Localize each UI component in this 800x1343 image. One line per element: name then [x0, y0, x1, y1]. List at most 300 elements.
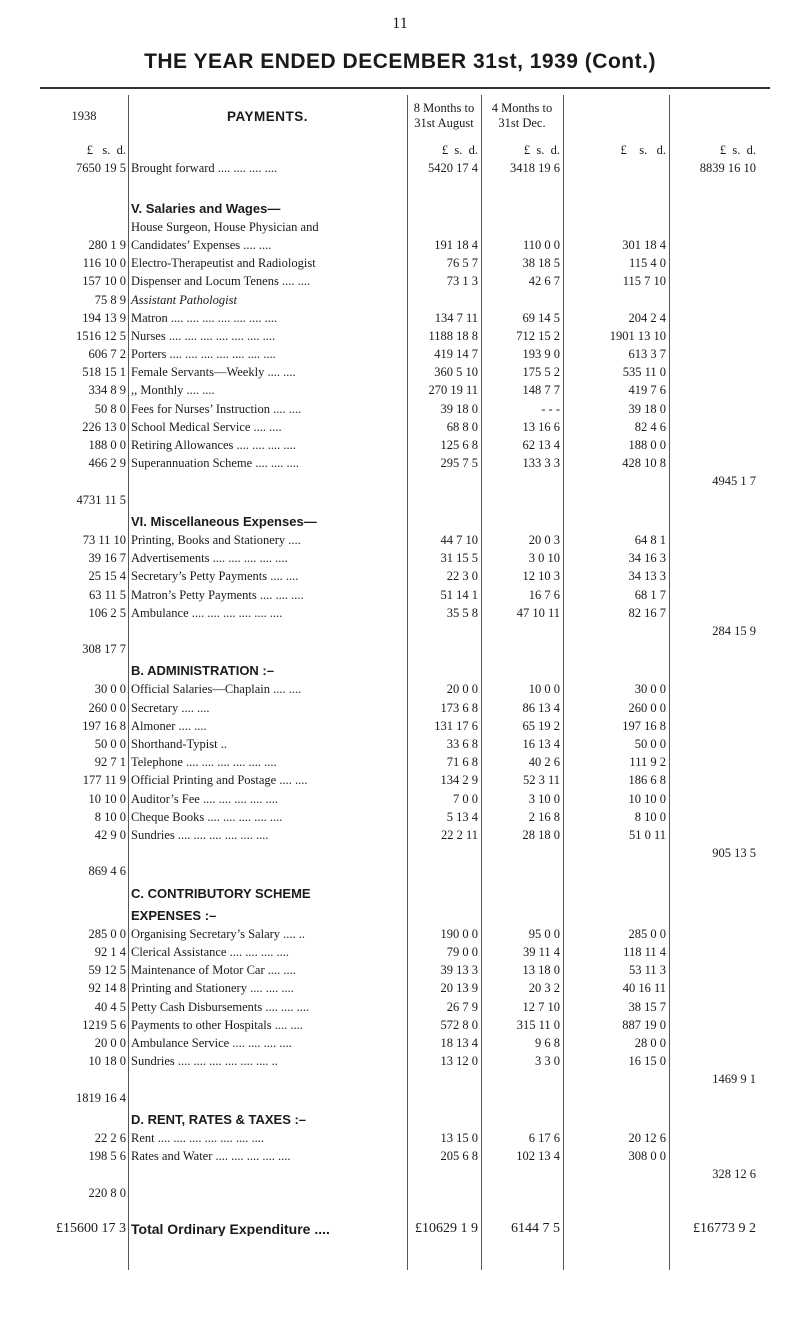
- combined-amount: 28 0 0: [634, 1036, 666, 1050]
- payment-description: [128, 620, 407, 638]
- units-8m: £ s. d.: [441, 143, 478, 157]
- prior-year-amount: 106 2 5: [88, 605, 126, 620]
- four-months-amount: 13 16 6: [522, 419, 560, 434]
- eight-months-amount: 13 12 0: [440, 1054, 478, 1069]
- combined-amount: 197 16 8: [622, 718, 666, 733]
- section-total-amount: [669, 361, 759, 379]
- ledger-row: [40, 787, 759, 805]
- four-months-amount: - - -: [541, 401, 560, 416]
- combined-amount: [563, 157, 669, 175]
- ledger-row: [40, 842, 759, 860]
- ledger-row: [40, 307, 759, 325]
- section-total-amount: [669, 901, 759, 923]
- section-total-amount: [669, 824, 759, 842]
- eight-months-amount: 44 7 10: [440, 532, 478, 547]
- combined-amount: 285 0 0: [628, 926, 666, 941]
- payment-description: Electro-Therapeutist and Radiologist: [131, 256, 316, 271]
- section-total-amount: 905 13 5: [712, 846, 756, 861]
- four-months-amount: 9 6 8: [535, 1036, 560, 1050]
- ledger-row: [40, 325, 759, 343]
- ledger-row: [40, 361, 759, 379]
- ledger-row: [40, 769, 759, 787]
- section-heading-row: [40, 1105, 759, 1127]
- eight-months-amount: 13 15 0: [440, 1130, 478, 1145]
- payment-description: Payments to other Hospitals .... ....: [131, 1017, 303, 1032]
- payment-description: [128, 1163, 407, 1181]
- four-months-amount: [481, 1181, 563, 1199]
- combined-amount: 115 7 10: [622, 274, 666, 289]
- eight-months-amount: 134 7 11: [434, 310, 478, 325]
- four-months-amount: 69 14 5: [522, 310, 560, 325]
- payment-description: Maintenance of Motor Car .... ....: [131, 963, 296, 978]
- four-months-amount: 13 18 0: [522, 963, 560, 978]
- four-months-amount: [481, 216, 563, 234]
- eight-months-amount: [407, 1105, 481, 1127]
- ledger-row: [40, 397, 759, 415]
- ledger-row: [40, 488, 759, 506]
- eight-months-amount: [407, 470, 481, 488]
- payment-description: Rates and Water .... .... .... .... ....: [131, 1149, 291, 1164]
- section-total-amount: [669, 379, 759, 397]
- payment-description: Assistant Pathologist: [131, 292, 237, 307]
- eight-months-amount: 35 5 8: [446, 605, 478, 620]
- section-total-amount: [669, 1105, 759, 1127]
- combined-amount: [563, 507, 669, 529]
- combined-amount: 10 10 0: [628, 791, 666, 806]
- section-total-amount: [669, 715, 759, 733]
- eight-months-amount: 270 19 11: [428, 383, 478, 398]
- four-months-amount: [481, 288, 563, 306]
- section-total-amount: [669, 452, 759, 470]
- ledger-row: [40, 175, 759, 193]
- four-months-amount: 712 15 2: [516, 328, 560, 343]
- payment-description: Superannuation Scheme .... .... ....: [131, 456, 300, 471]
- combined-amount: [563, 842, 669, 860]
- ledger-row: [40, 1086, 759, 1104]
- ledger-row: [40, 288, 759, 306]
- prior-year-amount: [40, 175, 128, 193]
- title-rule: [40, 87, 770, 89]
- prior-year-amount: 116 10 0: [82, 256, 126, 271]
- payment-description: Nurses .... .... .... .... .... .... ....: [131, 328, 276, 343]
- eight-months-amount: [407, 193, 481, 215]
- prior-year-amount: 197 16 8: [82, 718, 126, 733]
- eight-months-amount: [407, 488, 481, 506]
- four-months-amount: 133 3 3: [522, 456, 560, 471]
- eight-months-amount: [407, 842, 481, 860]
- prior-year-amount: 198 5 6: [88, 1149, 126, 1164]
- four-months-amount: [481, 901, 563, 923]
- section-total-amount: [669, 878, 759, 900]
- prior-year-amount: 334 8 9: [88, 383, 126, 398]
- payment-description: Female Servants—Weekly .... ....: [131, 365, 296, 380]
- eight-months-amount: [407, 878, 481, 900]
- prior-year-amount: [40, 507, 128, 529]
- four-months-amount: 16 7 6: [528, 587, 560, 602]
- four-months-amount: 3 10 0: [528, 791, 560, 806]
- ledger-row: [40, 1032, 759, 1050]
- ledger-row: [40, 157, 759, 175]
- ledger-row: [40, 941, 759, 959]
- section-total-amount: [669, 806, 759, 824]
- eight-months-amount: 68 8 0: [446, 419, 478, 434]
- eight-months-amount: 173 6 8: [440, 700, 478, 715]
- four-months-amount: 95 0 0: [528, 926, 560, 941]
- section-total-amount: [669, 1181, 759, 1199]
- eight-months-amount: 22 3 0: [446, 569, 478, 584]
- eight-months-amount: 5420 17 4: [428, 161, 478, 176]
- payment-description: School Medical Service .... ....: [131, 419, 282, 434]
- four-months-amount: 20 3 2: [528, 981, 560, 996]
- eight-months-amount: [407, 620, 481, 638]
- four-months-amount: 102 13 4: [516, 1149, 560, 1164]
- combined-amount: [563, 638, 669, 656]
- payment-description: Sundries .... .... .... .... .... ....: [131, 827, 269, 842]
- payment-description: Fees for Nurses’ Instruction .... ....: [131, 401, 302, 416]
- prior-year-amount: 194 13 9: [82, 310, 126, 325]
- section-total-amount: 4945 1 7: [712, 474, 756, 489]
- combined-amount: [563, 1200, 669, 1218]
- four-months-amount: [481, 470, 563, 488]
- prior-year-amount: [40, 842, 128, 860]
- section-total-amount: [669, 288, 759, 306]
- section-heading-row: [40, 193, 759, 215]
- prior-year-amount: 260 0 0: [88, 700, 126, 715]
- section-total-amount: [669, 1200, 759, 1218]
- ledger-row: [40, 452, 759, 470]
- prior-year-amount: [40, 1163, 128, 1181]
- prior-year-amount: 10 18 0: [88, 1054, 126, 1069]
- payment-description: Ambulance Service .... .... .... ....: [131, 1036, 292, 1050]
- combined-amount: 204 2 4: [628, 310, 666, 325]
- combined-amount: [563, 288, 669, 306]
- eight-months-amount: 20 0 0: [446, 682, 478, 697]
- eight-months-amount: 33 6 8: [446, 737, 478, 751]
- section-total-amount: [669, 270, 759, 288]
- ledger-row: [40, 1200, 759, 1218]
- payment-description: House Surgeon, House Physician and: [131, 219, 319, 234]
- eight-months-amount: [407, 175, 481, 193]
- prior-year-amount: 280 1 9: [88, 237, 126, 252]
- eight-months-amount: 71 6 8: [446, 755, 478, 770]
- four-months-amount: 40 2 6: [528, 755, 560, 770]
- combined-amount: 34 13 3: [628, 569, 666, 584]
- prior-year-amount: [40, 901, 128, 923]
- ledger-row: [40, 343, 759, 361]
- payment-description: Auditor’s Fee .... .... .... .... ....: [131, 791, 278, 806]
- payments-heading: PAYMENTS.: [226, 108, 309, 124]
- four-months-amount: 3 3 0: [535, 1054, 560, 1069]
- section-total-amount: [669, 1127, 759, 1145]
- prior-year-amount: 869 4 6: [88, 864, 126, 879]
- four-months-amount: 6144 7 5: [511, 1220, 560, 1236]
- eight-months-amount: 1188 18 8: [428, 328, 478, 343]
- section-total-amount: [669, 307, 759, 325]
- prior-year-amount: 220 8 0: [88, 1185, 126, 1200]
- ledger-row: [40, 995, 759, 1013]
- prior-year-amount: 75 8 9: [94, 292, 126, 307]
- eight-months-amount: [407, 216, 481, 234]
- section-total-amount: [669, 733, 759, 751]
- prior-year-amount: 10 10 0: [88, 791, 126, 806]
- section-total-amount: [669, 1050, 759, 1068]
- eight-months-amount: [407, 1200, 481, 1218]
- section-total-amount: [669, 1014, 759, 1032]
- combined-amount: 39 18 0: [628, 401, 666, 416]
- page-number: 11: [392, 15, 408, 32]
- four-months-amount: 20 0 3: [528, 532, 560, 547]
- eight-months-amount: 7 0 0: [453, 791, 478, 806]
- prior-year-amount: [40, 216, 128, 234]
- combined-amount: 50 0 0: [634, 737, 666, 751]
- four-months-amount: 42 6 7: [528, 274, 560, 289]
- payment-description: Cheque Books .... .... .... .... ....: [131, 809, 283, 824]
- ledger-row: [40, 824, 759, 842]
- ledger-row: [40, 977, 759, 995]
- section-total-amount: [669, 507, 759, 529]
- eight-months-amount: 39 13 3: [440, 963, 478, 978]
- units-1938: £ s. d.: [86, 143, 126, 157]
- ledger-row: [40, 434, 759, 452]
- ledger-row: [40, 696, 759, 714]
- payment-description: Sundries .... .... .... .... .... .... ..: [131, 1054, 278, 1069]
- combined-amount: [563, 488, 669, 506]
- eight-months-amount: 26 7 9: [446, 999, 478, 1014]
- ledger-row: [40, 1014, 759, 1032]
- four-months-amount: [481, 507, 563, 529]
- eight-months-amount: 131 17 6: [434, 718, 478, 733]
- section-total-amount: [669, 175, 759, 193]
- ledger-row: [40, 959, 759, 977]
- payment-description: Ambulance .... .... .... .... .... ....: [131, 605, 283, 620]
- four-months-amount: 86 13 4: [522, 700, 560, 715]
- prior-year-amount: 59 12 5: [88, 963, 126, 978]
- eight-months-amount: 31 15 5: [440, 551, 478, 566]
- payment-description: Matron .... .... .... .... .... .... ....: [131, 310, 278, 325]
- combined-amount: 38 15 7: [628, 999, 666, 1014]
- prior-year-amount: 606 7 2: [88, 347, 126, 362]
- ledger-row: [40, 1050, 759, 1068]
- payment-description: [128, 1086, 407, 1104]
- payment-description: [128, 860, 407, 878]
- eight-months-amount: 76 5 7: [446, 256, 478, 271]
- payment-description: EXPENSES :–: [131, 907, 217, 923]
- prior-year-amount: 92 1 4: [94, 945, 126, 960]
- payment-description: [128, 1200, 407, 1218]
- section-total-amount: [669, 787, 759, 805]
- ledger-row: [40, 602, 759, 620]
- four-months-amount: 38 18 5: [522, 256, 560, 271]
- payment-description: Retiring Allowances .... .... .... ....: [131, 438, 296, 452]
- payment-description: Printing, Books and Stationery ....: [131, 532, 301, 547]
- payment-description: Shorthand-Typist ..: [131, 737, 227, 751]
- four-months-amount: 39 11 4: [522, 945, 560, 960]
- ledger-row: [40, 1163, 759, 1181]
- section-total-amount: [669, 751, 759, 769]
- prior-year-amount: [40, 1200, 128, 1218]
- prior-year-amount: 50 8 0: [94, 401, 126, 416]
- ledger-row: [40, 1068, 759, 1086]
- section-total-amount: [669, 216, 759, 234]
- combined-amount: 1901 13 10: [609, 328, 666, 343]
- eight-months-amount: [407, 507, 481, 529]
- combined-amount: 8 10 0: [634, 809, 666, 824]
- ledger-row: [40, 379, 759, 397]
- prior-year-amount: 50 0 0: [94, 737, 126, 751]
- four-months-amount: 10 0 0: [528, 682, 560, 697]
- prior-year-amount: [40, 1105, 128, 1127]
- prior-year-amount: 92 7 1: [94, 755, 126, 770]
- prior-year-amount: 40 4 5: [94, 999, 126, 1014]
- units-combined: £ s. d.: [620, 143, 666, 157]
- payment-description: [128, 842, 407, 860]
- combined-amount: 111 9 2: [629, 755, 666, 770]
- section-total-amount: 328 12 6: [712, 1167, 756, 1182]
- combined-amount: [563, 620, 669, 638]
- payment-description: Matron’s Petty Payments .... .... ....: [131, 587, 304, 602]
- eight-months-amount: 191 18 4: [434, 237, 478, 252]
- eight-months-amount: 205 6 8: [440, 1149, 478, 1164]
- combined-amount: 301 18 4: [622, 237, 666, 252]
- payment-description: Rent .... .... .... .... .... .... ....: [131, 1130, 264, 1145]
- payment-description: [128, 470, 407, 488]
- combined-amount: 82 16 7: [628, 605, 666, 620]
- combined-amount: 535 11 0: [622, 365, 666, 380]
- four-months-amount: 52 3 11: [522, 773, 560, 788]
- payment-description: Secretary .... ....: [131, 700, 210, 715]
- prior-year-amount: 8 10 0: [94, 809, 126, 824]
- combined-amount: [563, 470, 669, 488]
- section-heading-row: [40, 656, 759, 678]
- combined-amount: 40 16 11: [622, 981, 666, 996]
- combined-amount: [563, 878, 669, 900]
- section-heading-row: [40, 901, 759, 923]
- four-months-amount: 47 10 11: [516, 605, 560, 620]
- combined-amount: 118 11 4: [623, 945, 666, 960]
- section-total-amount: 1469 9 1: [712, 1072, 756, 1087]
- four-months-amount: 148 7 7: [522, 383, 560, 398]
- eight-months-amount: [407, 638, 481, 656]
- prior-year-amount: [40, 878, 128, 900]
- section-total-amount: [669, 343, 759, 361]
- prior-year-amount: 73 11 10: [82, 532, 126, 547]
- page-title: THE YEAR ENDED DECEMBER 31st, 1939 (Cont.): [144, 50, 656, 73]
- section-total-amount: [669, 529, 759, 547]
- four-months-amount: [481, 488, 563, 506]
- units-row: [40, 137, 759, 157]
- eight-months-amount: 39 18 0: [440, 401, 478, 416]
- prior-year-amount: 92 14 8: [88, 981, 126, 996]
- payment-description: [128, 488, 407, 506]
- combined-amount: 308 0 0: [628, 1149, 666, 1164]
- prior-year-amount: 177 11 9: [82, 773, 126, 788]
- combined-amount: 115 4 0: [628, 256, 666, 271]
- combined-amount: 30 0 0: [634, 682, 666, 697]
- combined-amount: 34 16 3: [628, 551, 666, 566]
- payment-description: [128, 1068, 407, 1086]
- combined-amount: 186 6 8: [628, 773, 666, 788]
- section-total-amount: [669, 547, 759, 565]
- eight-months-amount: [407, 1163, 481, 1181]
- ledger-row: [40, 234, 759, 252]
- payments-ledger: [40, 95, 759, 1236]
- section-total-amount: [669, 397, 759, 415]
- four-months-amount: [481, 860, 563, 878]
- combined-amount: 887 19 0: [622, 1017, 666, 1032]
- combined-amount: [563, 193, 669, 215]
- section-total-amount: £16773 9 2: [693, 1220, 756, 1236]
- ledger-row: [40, 620, 759, 638]
- four-months-amount: [481, 175, 563, 193]
- section-heading-row: [40, 507, 759, 529]
- eight-months-amount: [407, 860, 481, 878]
- combined-amount: 188 0 0: [628, 438, 666, 452]
- section-heading-row: [40, 878, 759, 900]
- prior-year-amount: [40, 620, 128, 638]
- prior-year-amount: 39 16 7: [88, 551, 126, 566]
- payment-description: Advertisements .... .... .... .... ....: [131, 551, 288, 566]
- section-total-amount: [669, 923, 759, 941]
- eight-months-amount: [407, 1086, 481, 1104]
- payment-description: Candidates’ Expenses .... ....: [131, 237, 272, 252]
- section-total-amount: [669, 1145, 759, 1163]
- four-months-amount: [481, 1163, 563, 1181]
- payment-description: Telephone .... .... .... .... .... ....: [131, 755, 277, 770]
- payment-description: Petty Cash Disbursements .... .... ....: [131, 999, 310, 1014]
- payment-description: V. Salaries and Wages—: [131, 200, 281, 216]
- four-months-amount: 28 18 0: [522, 827, 560, 842]
- eight-months-amount: [407, 1068, 481, 1086]
- four-months-amount: 62 13 4: [522, 438, 560, 452]
- eight-months-amount: 22 2 11: [440, 827, 478, 842]
- units-total: £ s. d.: [719, 143, 756, 157]
- eight-months-amount: £10629 1 9: [415, 1220, 478, 1236]
- ledger-row: [40, 529, 759, 547]
- eight-months-amount: 360 5 10: [434, 365, 478, 380]
- payment-description: Brought forward .... .... .... ....: [131, 161, 278, 176]
- combined-amount: [563, 1086, 669, 1104]
- payment-description: C. CONTRIBUTORY SCHEME: [131, 885, 311, 901]
- ledger-row: [40, 806, 759, 824]
- ledger-row: [40, 547, 759, 565]
- section-total-amount: [669, 696, 759, 714]
- section-total-amount: [669, 769, 759, 787]
- four-months-amount: [481, 842, 563, 860]
- four-months-amount: 110 0 0: [522, 237, 560, 252]
- payment-description: Total Ordinary Expenditure ....: [131, 1220, 330, 1236]
- section-total-amount: [669, 941, 759, 959]
- section-total-amount: [669, 583, 759, 601]
- combined-amount: [563, 901, 669, 923]
- ledger-row: [40, 470, 759, 488]
- section-total-amount: [669, 656, 759, 678]
- year-heading: 1938: [71, 108, 97, 123]
- payment-description: B. ADMINISTRATION :–: [131, 663, 274, 679]
- combined-amount: 613 3 7: [628, 347, 666, 362]
- ledger-row: [40, 1145, 759, 1163]
- prior-year-amount: 30 0 0: [94, 682, 126, 697]
- combined-amount: 82 4 6: [634, 419, 666, 434]
- prior-year-amount: [40, 470, 128, 488]
- prior-year-amount: 20 0 0: [94, 1036, 126, 1050]
- eight-months-amount: 190 0 0: [440, 926, 478, 941]
- prior-year-amount: 188 0 0: [88, 438, 126, 452]
- section-total-amount: [669, 860, 759, 878]
- payment-description: D. RENT, RATES & TAXES :–: [131, 1111, 307, 1127]
- four-months-amount: 6 17 6: [528, 1130, 560, 1145]
- prior-year-amount: 285 0 0: [88, 926, 126, 941]
- four-months-amount: [481, 878, 563, 900]
